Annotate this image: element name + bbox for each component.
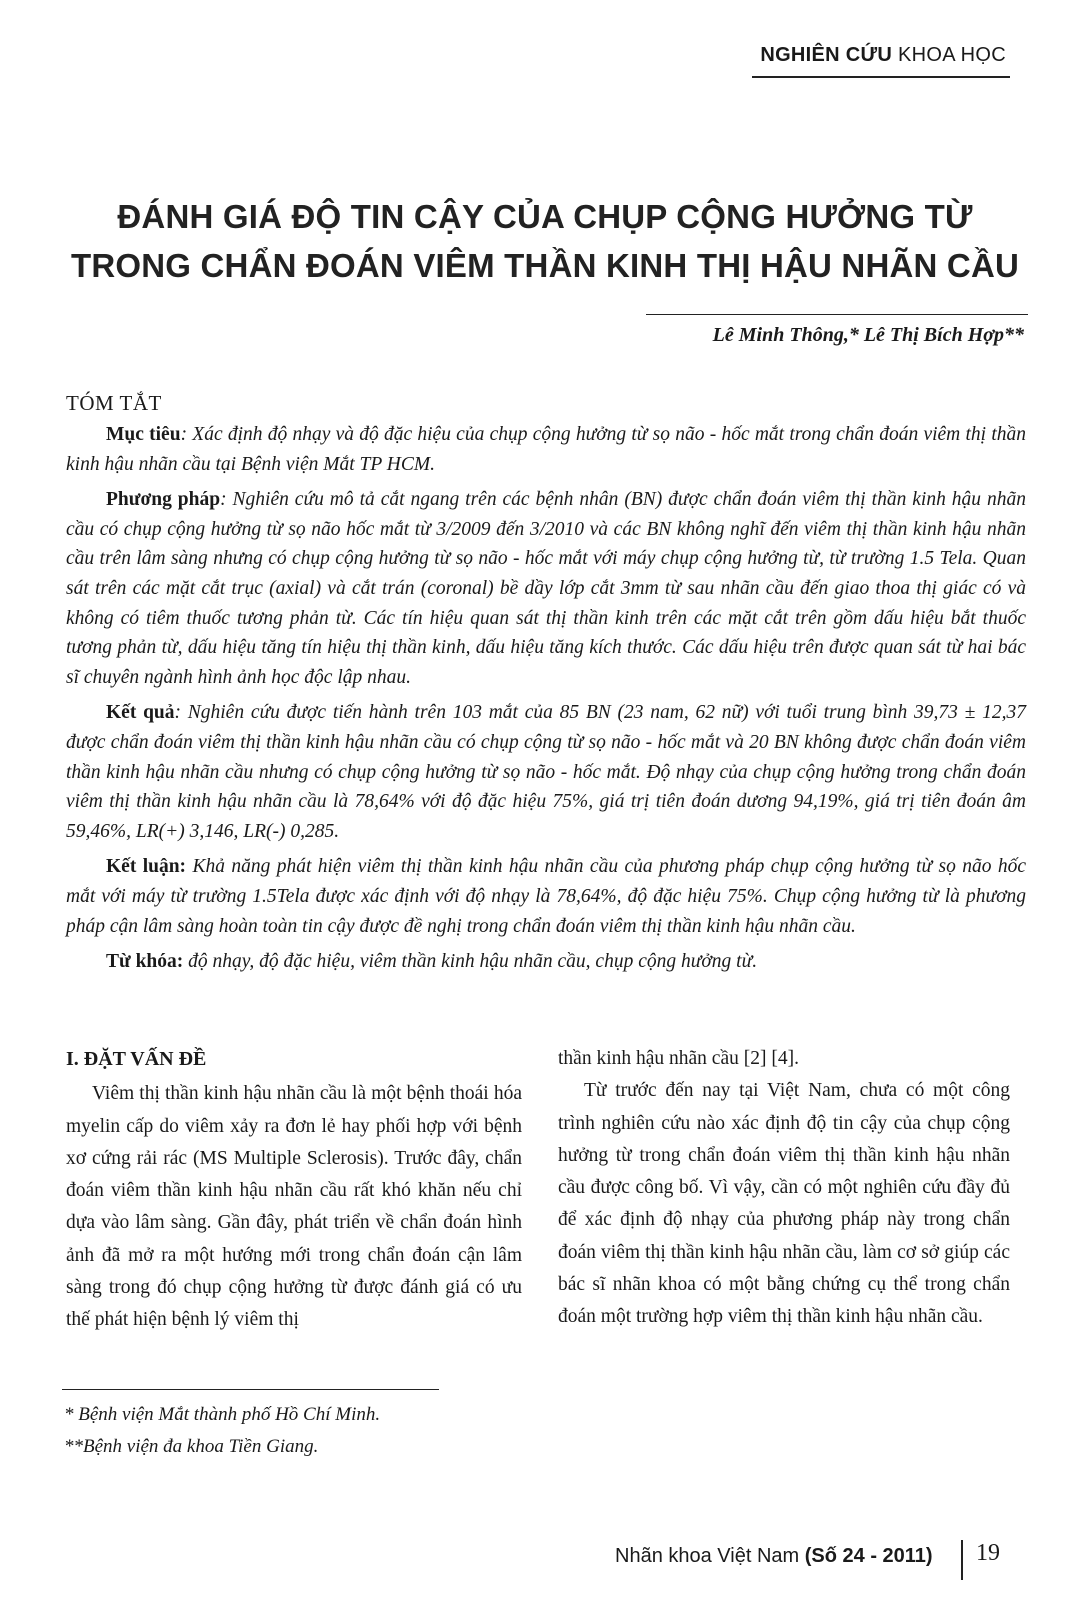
method-label: Phương pháp <box>106 489 221 511</box>
intro-paragraph-1: Viêm thị thần kinh hậu nhãn cầu là một bệnh thoái hóa myelin cấp do viêm xảy ra đơn lẻ hay phối hợp với bệnh xơ cứng rải rác (MS Multiple Sclerosis). Trước đây, chẩn đoán viêm thần kinh hậu nhãn cầu rất khó khăn nếu chỉ dựa vào lâm sàng. Gần đây, phát triển về chẩn đoán hình ảnh đã mở ra một hướng mới trong chẩn đoán cận lâm sàng trong đó chụp cộng hưởng từ được đánh giá có ưu thế phát hiện bệnh lý viêm thị <box>66 1083 522 1331</box>
objective-text: : Xác định độ nhạy và độ đặc hiệu của chụp cộng hưởng từ sọ não - hốc mắt trong chẩn đoán viêm thị thần kinh hậu nhãn cầu tại Bệnh viện Mắt TP HCM. <box>66 424 1026 475</box>
page-number: 19 <box>976 1540 1000 1566</box>
abstract-results <box>66 698 1026 846</box>
footnotes <box>64 1399 380 1463</box>
footer-divider <box>961 1540 963 1580</box>
abstract-heading: TÓM TẮT <box>66 391 162 415</box>
body-column-left <box>66 1043 522 1337</box>
authors: Lê Minh Thông,* Lê Thị Bích Hợp** <box>712 324 1024 346</box>
title-line-1: ĐÁNH GIÁ ĐỘ TIN CẬY CỦA CHỤP CỘNG HƯỞNG TỪ <box>117 198 973 235</box>
journal-name: Nhãn khoa Việt Nam <box>615 1545 800 1567</box>
body-column-right <box>558 1043 1010 1334</box>
abstract-method <box>66 485 1026 692</box>
abstract-objective <box>66 420 1026 479</box>
article-title <box>40 192 1050 290</box>
author-rule <box>646 314 1028 315</box>
conclusion-label: Kết luận: <box>106 856 187 878</box>
intro-paragraph-1-continued: thần kinh hậu nhãn cầu [2] [4]. <box>558 1048 799 1069</box>
results-label: Kết quả <box>106 702 175 724</box>
keywords-text: độ nhạy, độ đặc hiệu, viêm thần kinh hậu nhãn cầu, chụp cộng hưởng từ. <box>183 951 758 973</box>
method-text: : Nghiên cứu mô tả cắt ngang trên các bệnh nhân (BN) được chẩn đoán viêm thị thần kinh hậu nhãn cầu có chụp cộng hưởng từ sọ não hốc mắt từ 3/2009 đến 3/2010 và các BN không nghĩ đến viêm thị thần kinh hậu nhãn cầu trên lâm sàng nhưng có chụp cộng hưởng từ sọ não - hốc mắt với máy chụp cộng hưởng từ, từ trường 1.5 Tela. Quan sát trên các mặt cắt trục (axial) và cắt trán (coronal) bề dầy lớp cắt 3mm từ sau nhãn cầu đến giao thoa thị giác có và không có tiêm thuốc tương phản từ. Các tín hiệu quan sát thị thần kinh trên các mặt cắt trên gồm dấu hiệu bắt thuốc tương phản từ, dấu hiệu tăng tín hiệu thị thần kinh, dấu hiệu tăng kích thước. Các dấu hiệu trên được quan sát từ hai bác sĩ chuyên ngành hình ảnh học độc lập nhau. <box>66 489 1026 688</box>
section-heading: I. ĐẶT VẤN ĐỀ <box>66 1048 207 1070</box>
journal-issue: (Số 24 - 2011) <box>804 1545 933 1567</box>
footnote-rule <box>62 1389 439 1390</box>
conclusion-text: Khả năng phát hiện viêm thị thần kinh hậu nhãn cầu của phương pháp chụp cộng hưởng từ sọ não hốc mắt với máy từ trường 1.5Tela được xác định với độ nhạy là 78,64%, độ đặc hiệu 75%. Chụp cộng hưởng từ là phương pháp cận lâm sàng hoàn toàn tin cậy được đề nghị trong chẩn đoán viêm thị thần kinh hậu nhãn cầu. <box>66 856 1027 937</box>
journal-footer <box>615 1545 933 1568</box>
footnote-2: **Bệnh viện đa khoa Tiền Giang. <box>64 1436 319 1457</box>
objective-label: Mục tiêu <box>106 424 181 445</box>
intro-paragraph-2: Từ trước đến nay tại Việt Nam, chưa có một công trình nghiên cứu nào xác định độ tin cậy của chụp cộng hưởng từ trong chẩn đoán viêm thị thần kinh hậu nhãn cầu được công bố. Vì vậy, cần có một nghiên cứu đầy đủ để xác định độ nhạy của phương pháp này trong chẩn đoán viêm thị thần kinh hậu nhãn cầu, làm cơ sở giúp các bác sĩ nhãn khoa có một bằng chứng cụ thể trong chẩn đoán một trường hợp viêm thị thần kinh hậu nhãn cầu. <box>558 1080 1010 1328</box>
header-rule <box>752 76 1010 78</box>
results-text: : Nghiên cứu được tiến hành trên 103 mắt của 85 BN (23 nam, 62 nữ) với tuổi trung bình 39,73 ± 12,37 được chẩn đoán viêm thị thần kinh hậu nhãn cầu có chụp cộng từ sọ não - hốc mắt và 20 BN không được chẩn đoán viêm thần kinh hậu nhãn cầu nhưng có chụp cộng hưởng từ sọ não - hốc mắt. Độ nhạy của chụp cộng hưởng trong chẩn đoán viêm thị thần kinh hậu nhãn cầu là 78,64% với độ đặc hiệu 75%, giá trị tiên đoán dương 94,19%, giá trị tiên đoán âm 59,46%, LR(+) 3,146, LR(-) 0,285. <box>66 702 1026 842</box>
abstract-conclusion <box>66 852 1026 941</box>
section-label-rest: KHOA HỌC <box>898 44 1006 66</box>
abstract <box>66 420 1026 977</box>
footnote-1: * Bệnh viện Mắt thành phố Hồ Chí Minh. <box>64 1404 381 1425</box>
section-label-bold: NGHIÊN CỨU <box>760 44 893 66</box>
abstract-keywords <box>66 947 1026 977</box>
running-header <box>760 44 1006 67</box>
keywords-label: Từ khóa: <box>106 951 184 973</box>
title-line-2: TRONG CHẨN ĐOÁN VIÊM THẦN KINH THỊ HẬU NHÃN CẦU <box>70 247 1020 284</box>
